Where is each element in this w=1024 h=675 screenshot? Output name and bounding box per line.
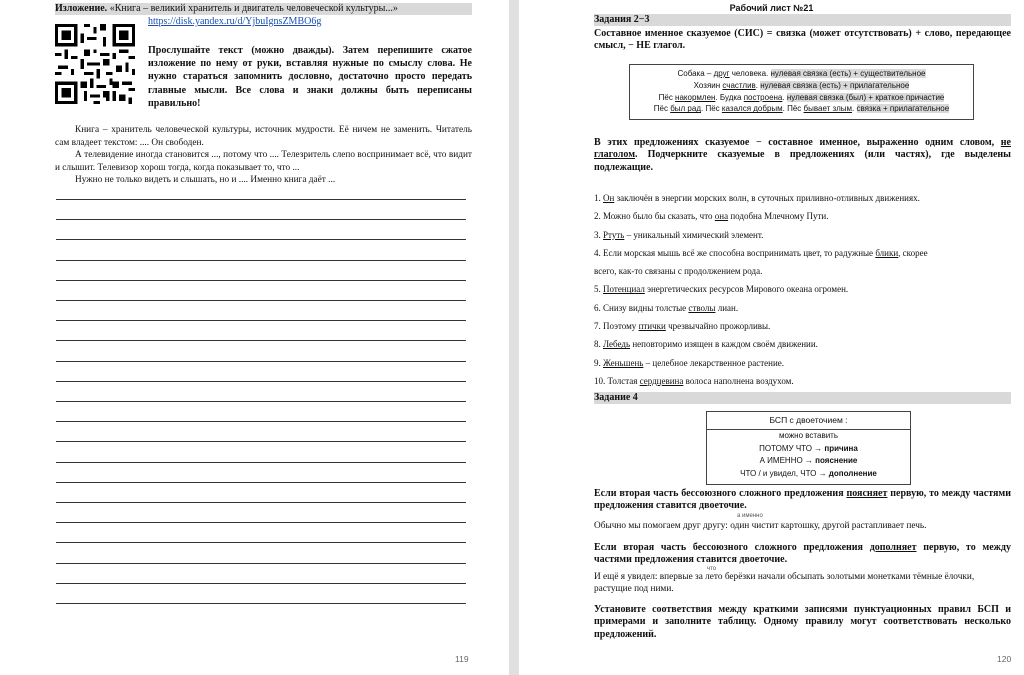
text-segment: Пёс (658, 92, 676, 102)
rule-explanation (594, 488, 1011, 513)
text-segment: 2. Можно было бы сказать, что (594, 211, 715, 222)
underlined-word: она (714, 211, 729, 222)
underlined-word: блики (875, 247, 899, 258)
box-row (707, 443, 910, 456)
title-rest: «Книга – великий хранитель и двигатель человеческой культуры...» (107, 3, 398, 14)
row-meaning: дополнение (828, 468, 877, 478)
writing-line[interactable] (56, 300, 466, 301)
sentence-item (594, 226, 1011, 244)
underlined-word: казался добрым (721, 104, 783, 114)
sentence-item (594, 207, 1011, 225)
writing-line[interactable] (56, 421, 466, 422)
underlined-word: Ртуть (603, 229, 625, 240)
example-line (630, 103, 973, 115)
exposition-title (55, 3, 472, 15)
text-segment: 6. Снизу видны толстые (594, 302, 689, 313)
page-number: 120 (997, 654, 1012, 664)
text-segment: – целебное лекарственное растение. (643, 357, 785, 368)
text-segment: 8. (594, 339, 603, 350)
writing-line[interactable] (56, 462, 466, 463)
example-sentence: И ещё я увидел: впервые за лето берёзки начали обсыпать золотыми монетками тёмные ёлочки, растущие под ними. (594, 572, 975, 595)
writing-line[interactable] (56, 239, 466, 240)
sentence-item (594, 280, 1011, 298)
rule-part: первую, то между частями предложения ставится двоеточие. (594, 488, 1011, 512)
task-4-header: Задание 4 (594, 392, 1011, 404)
instruction-part: . Подчеркните сказуемые в предложениях (или частях), где выделены подлежащие. (594, 149, 1011, 173)
sentence-item (594, 317, 1011, 335)
text-segment: . (755, 80, 761, 90)
text-segment: 10. Толстая (594, 375, 640, 386)
text-segment: . Будка (715, 92, 744, 102)
example-line (630, 92, 973, 104)
writing-line[interactable] (56, 361, 466, 362)
sentence-item (594, 189, 1011, 207)
left-page (0, 0, 509, 675)
final-task: Установите соответствия между краткими записями пунктуационных правил БСП и примерами и заполните таблицу. Одному правилу могут соответствовать несколько предложений. (594, 604, 1011, 640)
qr-code-icon (55, 24, 135, 104)
rule-keyword: поясняет (846, 488, 888, 499)
underlined-word: Женьшень (603, 357, 644, 368)
row-label: ПОТОМУ ЧТО → (759, 443, 825, 453)
row-meaning: пояснение (815, 456, 858, 465)
text-segment: всего, как-то связаны с продолжением рода. (594, 266, 763, 277)
rule-part: первую, то между частями предложения ставится двоеточие. (594, 542, 1011, 566)
instruction-part: В этих предложениях сказуемое − составное именное, выраженно одним словом, (594, 137, 1001, 148)
writing-line[interactable] (56, 401, 466, 402)
underlined-word: Он (603, 193, 615, 203)
box-heading: БСП с двоеточием : (707, 412, 910, 430)
yandex-disk-link[interactable]: https://disk.yandex.ru/d/YjbuIgnsZMBO6g (148, 16, 322, 27)
highlighted-note: связка + прилагательное (856, 104, 950, 114)
cis-examples-box (629, 64, 974, 120)
writing-line[interactable] (56, 542, 466, 543)
text-segment: 5. (594, 284, 603, 295)
underlined-word: Лебедь (603, 339, 631, 350)
text-segment: подобна Млечному Пути. (728, 211, 829, 222)
box-row (707, 455, 910, 468)
example-line (630, 80, 973, 92)
text-segment: – уникальный химический элемент. (624, 229, 764, 240)
paragraph: А телевидение иногда становится ..., потому что .... Телезритель слепо воспринимает всё, что видит и слышит. Телевизор хорош тогда, когда показывает то, что ... (55, 150, 472, 173)
rule-addition (594, 542, 1011, 567)
text-segment: . Пёс (701, 104, 722, 114)
task-2-3-header: Задания 2−3 (594, 14, 1011, 26)
example-line (630, 68, 973, 80)
rule-part: Если вторая часть бессоюзного сложного предложения (594, 488, 847, 499)
text-segment: 4. Если морская мышь всё же способна воспринимать цвет, то радужные (594, 247, 876, 258)
writing-line[interactable] (56, 441, 466, 442)
note-a-imenno: а именно (737, 513, 763, 519)
writing-line[interactable] (56, 219, 466, 220)
highlighted-note: нулевая связка (был) + краткое причастие (786, 92, 945, 102)
sentence-item (594, 262, 1011, 280)
writing-line[interactable] (56, 482, 466, 483)
page-gutter (509, 0, 519, 675)
text-segment: волоса наполнена воздухом. (683, 375, 794, 386)
underlined-word: бывает злым (803, 104, 853, 114)
title-bold: Изложение. (55, 3, 108, 14)
text-segment: Хозяин (693, 80, 723, 90)
sentence-list (594, 189, 1011, 390)
writing-line[interactable] (56, 603, 466, 604)
text-segment: 7. Поэтому (594, 321, 639, 332)
row-label: А ИМЕННО → (759, 456, 816, 465)
text-segment: 9. (594, 357, 603, 368)
text-segment: неповторимо изящен в каждом своём движении. (630, 339, 818, 350)
text-segment: энергетических ресурсов Мирового океана огромен. (644, 284, 849, 295)
bsp-colon-box (706, 411, 911, 485)
row-meaning: причина (824, 443, 858, 453)
underlined-word: птички (638, 321, 666, 332)
text-segment: заключён в энергии морских волн, в суточных приливно-отливных движениях. (614, 193, 920, 203)
underlined-word: был рад (670, 104, 701, 114)
page-number: 119 (455, 654, 469, 664)
writing-line[interactable] (56, 260, 466, 261)
underlined-word: построена (743, 92, 783, 102)
row-label: ЧТО / и увидел, ЧТО → (740, 468, 829, 478)
writing-line[interactable] (56, 340, 466, 341)
sentence-item (594, 299, 1011, 317)
writing-line[interactable] (56, 583, 466, 584)
text-segment: Пёс (653, 104, 671, 114)
sentence-item (594, 244, 1011, 262)
note-chto: что (707, 566, 717, 572)
text-segment: . (782, 92, 787, 102)
text-segment: . Пёс (782, 104, 804, 114)
text-segment: лиан. (715, 302, 739, 313)
worksheet-title: Рабочий лист №21 (729, 3, 814, 13)
writing-line[interactable] (56, 563, 466, 564)
text-segment: чрезвычайно прожорливы. (665, 321, 771, 332)
right-page (519, 0, 1024, 675)
underlined-word: накормлен (675, 92, 716, 102)
writing-line[interactable] (56, 199, 466, 200)
paragraph: Нужно не только видеть и слышать, но и .... Именно книга даёт ... (75, 175, 336, 186)
underlined-word: стволы (688, 302, 716, 313)
writing-line[interactable] (56, 522, 466, 523)
text-segment: 3. (594, 229, 603, 240)
underlined-word: друг (713, 69, 730, 78)
underlined-word: сердцевина (639, 375, 684, 386)
writing-line[interactable] (56, 320, 466, 321)
rule-keyword: дополняет (869, 542, 917, 553)
underlined-word: Потенциал (603, 284, 645, 295)
box-row (707, 468, 910, 481)
paragraph: Книга – хранитель человеческой культуры, источник мудрости. Её ничем не заменить. Читатель сам владеет текстом: .... Он свободен. (55, 125, 472, 148)
text-segment: , скорее (898, 247, 928, 258)
writing-line[interactable] (56, 381, 466, 382)
text-segment: Собака – (677, 69, 714, 78)
task-2-3-instruction (594, 137, 1011, 174)
box-row: можно вставить (778, 431, 839, 440)
text-segment: . (852, 104, 857, 114)
underlined-word: счастлив (722, 80, 756, 90)
writing-line[interactable] (56, 280, 466, 281)
text-segment: человека. (729, 69, 771, 78)
text-segment: 1. (594, 193, 603, 203)
sentence-item (594, 372, 1011, 390)
sentence-item (594, 335, 1011, 353)
sentence-item (594, 354, 1011, 372)
highlighted-note: нулевая связка (есть) + прилагательное (760, 80, 910, 90)
highlighted-note: нулевая связка (есть) + существительное (770, 69, 926, 78)
writing-line[interactable] (56, 502, 466, 503)
instruction-underlined: не глаголом (594, 137, 1011, 161)
rule-part: Если вторая часть бессоюзного сложного предложения (594, 542, 870, 553)
cis-rule: Составное именное сказуемое (СИС) = связка (может отсутствовать) + слово, передающее смысл, − НЕ глагол. (594, 28, 1011, 52)
example-sentence: Обычно мы помогаем друг другу: один чистит картошку, другой растапливает печь. (594, 521, 927, 531)
gapped-text (55, 124, 472, 187)
listening-instruction: Прослушайте текст (можно дважды). Затем перепишите сжатое изложение по нему от руки, вставляя нужные по смыслу слова. Не нужно стараться запомнить дословно, достаточно просто передать главные мысли. Все слова и знаки должны быть переписаны правильно! (148, 45, 472, 109)
